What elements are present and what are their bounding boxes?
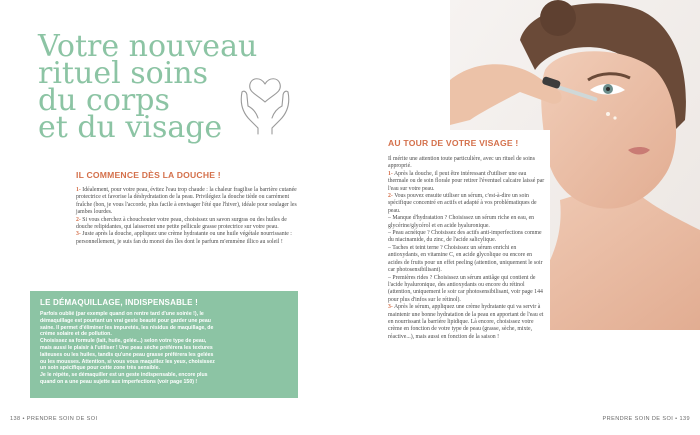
title-line: et du visage bbox=[38, 110, 223, 145]
box-line: saine. Il permet d'éliminer les impuretés, les résidus de maquillage, de bbox=[40, 324, 214, 331]
section-heading-face: AU TOUR DE VOTRE VISAGE ! bbox=[388, 138, 519, 148]
box-line: un soin spécifique pour cette zone très sensible. bbox=[40, 365, 160, 372]
title-line: du corps bbox=[38, 83, 170, 118]
step-number: 2- bbox=[76, 216, 81, 223]
step-number: 3- bbox=[388, 304, 393, 311]
paragraph bbox=[388, 193, 546, 215]
paragraph bbox=[388, 156, 546, 171]
box-line: crème solaire et de pollution. bbox=[40, 331, 112, 338]
paragraph bbox=[388, 245, 546, 275]
box-line: Choisissez sa formule (lait, huile, gelée...) selon votre type de peau, bbox=[40, 338, 207, 345]
step-number: 1- bbox=[388, 170, 393, 177]
makeup-removal-box bbox=[30, 291, 298, 398]
paragraph bbox=[388, 171, 546, 193]
paragraph bbox=[388, 275, 546, 305]
paragraph-text: Il mérite une attention toute particulière, avec un rituel de soins approprié. bbox=[388, 156, 535, 170]
paragraph-text: – Manque d'hydratation ? Choisissez un sérum riche en eau, en glycérine/glycérol et en acide hyaluronique. bbox=[388, 215, 535, 229]
step-number: 2- bbox=[388, 193, 393, 200]
paragraph-text: Si vous cherchez à chouchouter votre peau, choisissez un savon surgras ou des huiles de douche relipidantes, qui laisseront une petite pellicule grasse protectrice sur votre peau. bbox=[76, 216, 287, 231]
box-line: quand on a une peau sujette aux imperfections (voir page 150) ! bbox=[40, 378, 198, 385]
step-number: 3- bbox=[76, 231, 81, 238]
paragraph-text: – Peau acnéique ? Choisissez des actifs anti-imperfections comme du niacinamide, du zinc, de l'acide salicylique. bbox=[388, 230, 542, 244]
box-line: Parfois oublié (par exemple quand on rentre tard d'une soirée !), le bbox=[40, 311, 204, 317]
step-number: 1- bbox=[76, 187, 81, 193]
page-folio-right: PRENDRE SOIN DE SOI • 139 bbox=[602, 416, 690, 422]
paragraph bbox=[388, 304, 546, 341]
paragraph-text: Après la douche, il peut être intéressant d'utiliser une eau thermale ou de soin florale pour retirer l'éventuel calcaire laissé par l'eau sur votre peau. bbox=[388, 170, 545, 192]
paragraph bbox=[76, 231, 298, 246]
paragraph-text: Vous pouvez ensuite utiliser un sérum, c'est-à-dire un soin spécifique concentré en actifs et adapté à vos problématiques de peau. bbox=[388, 193, 537, 214]
face-body-text bbox=[388, 156, 546, 341]
paragraph bbox=[76, 187, 298, 217]
box-heading: LE DÉMAQUILLAGE, INDISPENSABLE ! bbox=[40, 298, 198, 307]
paragraph-text: – Taches et teint terne ? Choisissez un sérum enrichi en antioxydants, en vitamine C, en acide glycolique ou encore en acides de fruits pour un effet peeling (attention, uniquement le soir car photosensibilisant). bbox=[388, 244, 543, 274]
paragraph-text: Après le sérum, appliquez une crème hydratante qui va servir à maintenir une bonne hydratation de la peau en apportant de l'eau et en nourrissant la barrière lipidique. Là encore, choisissez votre crème en fonction de votre type de peau (grasse, sèche, mixte, réactive...), mais aussi en fonction de la saison ! bbox=[388, 304, 544, 340]
shower-body-text bbox=[76, 187, 298, 246]
box-line: ou les mousses. Attention, si vous vous maquillez les yeux, choisissez bbox=[40, 358, 215, 365]
box-line: mais aussi le plaisir à l'utiliser ! Une peau sèche préférera les textures bbox=[40, 344, 213, 351]
paragraph bbox=[388, 230, 546, 245]
hands-holding-heart-icon bbox=[234, 72, 296, 136]
paragraph-text: – Premières rides ? Choisissez un sérum antiâge qui contient de l'acide hyaluronique, des antioxydants ou encore du rétinol (attention, uniquement le soir car photosensibilisant, voir page 144 pour plus d'infos sur le rétinol). bbox=[388, 274, 543, 303]
box-text bbox=[40, 311, 288, 386]
page-folio-left: 138 • PRENDRE SOIN DE SOI bbox=[10, 416, 98, 422]
paragraph-text: Juste après la douche, appliquez une crème hydratante ou une huile végétale nourrissante : personnellement, je suis fan du monoï des îles dont le parfum m'emmène illico au soleil ! bbox=[76, 231, 292, 245]
title-line: Votre nouveau bbox=[38, 29, 258, 64]
box-line: démaquillage est pourtant un vrai geste beauté pour garder une peau bbox=[40, 317, 211, 324]
box-line: Je le répète, se démaquiller est un geste indispensable, encore plus bbox=[40, 372, 208, 379]
section-heading-shower: IL COMMENCE DÈS LA DOUCHE ! bbox=[76, 170, 221, 180]
paragraph-text: Idéalement, pour votre peau, évitez l'eau trop chaude : la chaleur fragilise la barrière cutanée protectrice et favorise la déshydratation de la peau. Privilégiez la douche tiède ou carrément fraîche (bon, je vous l'accorde, plus facile à envisager l'été que l'hiver), idéale pour soulager les jambes lourdes. bbox=[76, 187, 297, 216]
paragraph bbox=[388, 215, 546, 230]
paragraph bbox=[76, 217, 298, 232]
title-line: rituel soins bbox=[38, 56, 208, 91]
box-line: laiteuses ou les huiles, tandis qu'une peau grasse préférera les gelées bbox=[40, 351, 214, 358]
